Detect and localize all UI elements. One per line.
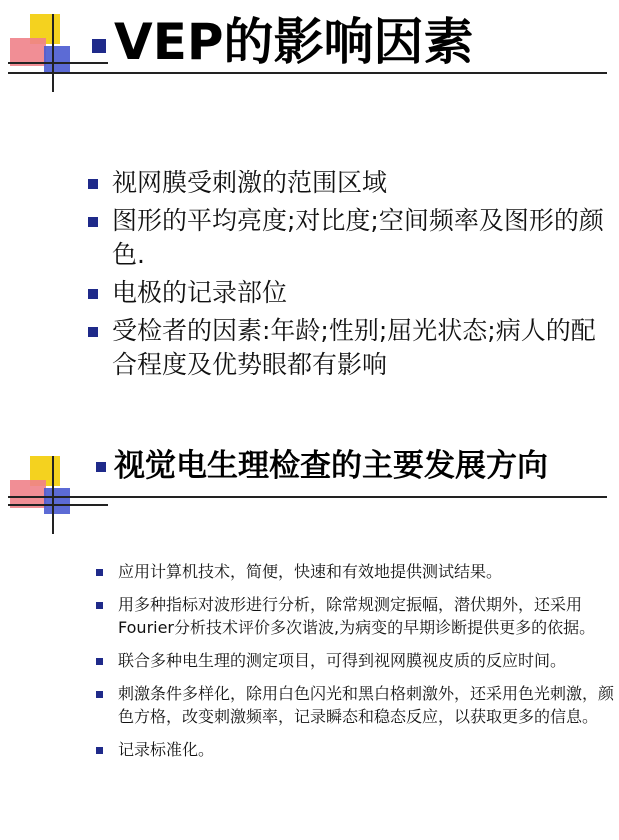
list-item (96, 649, 616, 672)
square-bullet-icon (88, 327, 98, 337)
list-item-text: 用多种指标对波形进行分析，除常规测定振幅，潜伏期外，还采用Fourier分析技术评价多次谐波,为病变的早期诊断提供更多的依据。 (118, 595, 596, 637)
list-item (96, 682, 616, 728)
list-item (88, 166, 612, 200)
blue-square-shape (44, 46, 70, 72)
list-item-text: 记录标准化。 (118, 740, 215, 759)
square-bullet-icon (96, 747, 103, 754)
square-bullet-icon (88, 289, 98, 299)
square-bullet-icon (96, 462, 106, 472)
list-item-text: 联合多种电生理的测定项目，可得到视网膜视皮质的反应时间。 (118, 651, 567, 670)
corner-decoration (8, 456, 108, 546)
square-bullet-icon (96, 569, 103, 576)
blue-square-shape (44, 488, 70, 514)
square-bullet-icon (92, 39, 106, 53)
horizontal-line (8, 504, 108, 506)
slide-title-text: VEP的影响因素 (114, 13, 474, 71)
slide-title (96, 440, 548, 485)
list-item (88, 276, 612, 310)
title-divider (8, 496, 607, 498)
square-bullet-icon (96, 691, 103, 698)
slide-title-text: 视觉电生理检查的主要发展方向 (114, 448, 548, 484)
list-item-text: 刺激条件多样化，除用白色闪光和黑白格刺激外，还采用色光刺激，颜色方格，改变刺激频率，记录瞬态和稳态反应，以获取更多的信息。 (118, 684, 615, 726)
bullet-list (96, 560, 616, 771)
list-item (88, 204, 612, 272)
slide-title (92, 2, 474, 74)
list-item-text: 视网膜受刺激的范围区域 (112, 168, 388, 197)
vertical-line (52, 14, 54, 92)
list-item-text: 受检者的因素:年龄;性别;屈光状态;病人的配合程度及优势眼都有影响 (112, 316, 596, 379)
list-item (96, 738, 616, 761)
square-bullet-icon (88, 217, 98, 227)
square-bullet-icon (88, 179, 98, 189)
list-item (96, 560, 616, 583)
bullet-list (88, 166, 612, 386)
list-item-text: 图形的平均亮度;对比度;空间频率及图形的颜色. (112, 206, 604, 269)
list-item (88, 314, 612, 382)
slide-development-directions (0, 420, 619, 840)
square-bullet-icon (96, 602, 103, 609)
list-item (96, 593, 616, 639)
list-item-text: 应用计算机技术，简便，快速和有效地提供测试结果。 (118, 562, 503, 581)
list-item-text: 电极的记录部位 (112, 278, 288, 307)
vertical-line (52, 456, 54, 534)
square-bullet-icon (96, 658, 103, 665)
